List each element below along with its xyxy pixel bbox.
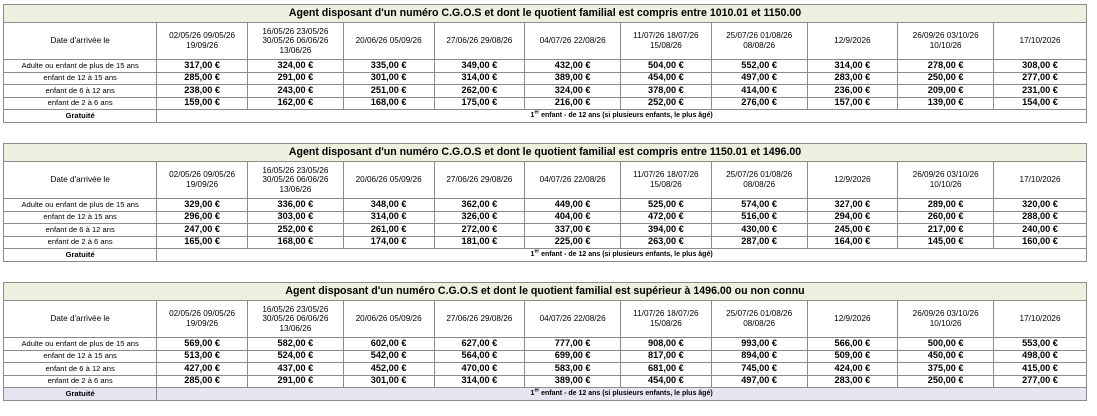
- price-cell: 168,00 €: [247, 236, 343, 249]
- date-header-row: [4, 162, 1087, 199]
- price-cell: 291,00 €: [247, 72, 343, 85]
- table-title: Agent disposant d'un numéro C.G.O.S et dont le quotient familial est supérieur à 1496.00 ou non connu: [4, 283, 1087, 301]
- price-cell: 437,00 €: [247, 363, 343, 376]
- table-title: Agent disposant d'un numéro C.G.O.S et dont le quotient familial est compris entre 1150.01 et 1496.00: [4, 144, 1087, 162]
- tariff-table-2: [3, 143, 1087, 262]
- price-cell: 263,00 €: [621, 236, 712, 249]
- price-cell: 326,00 €: [434, 211, 525, 224]
- price-cell: 317,00 €: [157, 60, 248, 73]
- gratuite-text: enfant - de 12 ans (si plusieurs enfants, le plus âgé): [539, 389, 713, 397]
- price-cell: 160,00 €: [994, 236, 1087, 249]
- price-cell: 252,00 €: [247, 224, 343, 237]
- price-cell: 289,00 €: [898, 199, 994, 212]
- price-cell: 174,00 €: [343, 236, 434, 249]
- price-cell: 247,00 €: [157, 224, 248, 237]
- gratuite-label: Gratuité: [4, 249, 157, 262]
- row-label: Adulte ou enfant de plus de 15 ans: [4, 338, 157, 351]
- price-cell: 908,00 €: [621, 338, 712, 351]
- price-cell: 993,00 €: [711, 338, 807, 351]
- date-header-row: [4, 23, 1087, 60]
- price-cell: 524,00 €: [247, 350, 343, 363]
- price-cell: 314,00 €: [343, 211, 434, 224]
- price-cell: 162,00 €: [247, 97, 343, 110]
- date-column-header: 20/06/26 05/09/26: [343, 23, 434, 60]
- price-cell: 525,00 €: [621, 199, 712, 212]
- table-row: [4, 97, 1087, 110]
- price-cell: 348,00 €: [343, 199, 434, 212]
- date-column-header: 17/10/2026: [994, 23, 1087, 60]
- row-label: enfant de 12 à 15 ans: [4, 211, 157, 224]
- price-cell: 699,00 €: [525, 350, 621, 363]
- table-row: [4, 224, 1087, 237]
- price-cell: 277,00 €: [994, 375, 1087, 388]
- price-cell: 225,00 €: [525, 236, 621, 249]
- price-cell: 283,00 €: [807, 72, 898, 85]
- price-cell: 168,00 €: [343, 97, 434, 110]
- price-cell: 283,00 €: [807, 375, 898, 388]
- date-column-header: 20/06/26 05/09/26: [343, 301, 434, 338]
- price-cell: 243,00 €: [247, 85, 343, 98]
- row-label: enfant de 12 à 15 ans: [4, 72, 157, 85]
- row-label: enfant de 2 à 6 ans: [4, 375, 157, 388]
- date-column-header: 20/06/26 05/09/26: [343, 162, 434, 199]
- price-cell: 245,00 €: [807, 224, 898, 237]
- gratuite-text: enfant - de 12 ans (si plusieurs enfants, le plus âgé): [539, 250, 713, 258]
- table-row: [4, 375, 1087, 388]
- price-cell: 285,00 €: [157, 375, 248, 388]
- gratuite-row: [4, 388, 1087, 401]
- row-label: Adulte ou enfant de plus de 15 ans: [4, 60, 157, 73]
- gratuite-note: [157, 249, 1087, 262]
- price-cell: 513,00 €: [157, 350, 248, 363]
- price-cell: 262,00 €: [434, 85, 525, 98]
- price-cell: 542,00 €: [343, 350, 434, 363]
- price-cell: 452,00 €: [343, 363, 434, 376]
- price-cell: 294,00 €: [807, 211, 898, 224]
- price-cell: 154,00 €: [994, 97, 1087, 110]
- date-header-label: Date d'arrivée le: [4, 23, 157, 60]
- row-label: enfant de 2 à 6 ans: [4, 97, 157, 110]
- table-row: [4, 211, 1087, 224]
- price-cell: 497,00 €: [711, 72, 807, 85]
- price-cell: 139,00 €: [898, 97, 994, 110]
- price-cell: 569,00 €: [157, 338, 248, 351]
- price-cell: 564,00 €: [434, 350, 525, 363]
- table-row: [4, 199, 1087, 212]
- price-cell: 817,00 €: [621, 350, 712, 363]
- date-column-header: 04/07/26 22/08/26: [525, 23, 621, 60]
- price-cell: 504,00 €: [621, 60, 712, 73]
- price-cell: 238,00 €: [157, 85, 248, 98]
- price-cell: 236,00 €: [807, 85, 898, 98]
- price-cell: 509,00 €: [807, 350, 898, 363]
- date-column-header: 04/07/26 22/08/26: [525, 162, 621, 199]
- date-column-header: 16/05/26 23/05/26 30/05/26 06/06/26 13/06/26: [247, 162, 343, 199]
- price-cell: 296,00 €: [157, 211, 248, 224]
- price-cell: 308,00 €: [994, 60, 1087, 73]
- tariff-table-3: [3, 282, 1087, 401]
- price-cell: 498,00 €: [994, 350, 1087, 363]
- price-cell: 454,00 €: [621, 72, 712, 85]
- price-cell: 250,00 €: [898, 72, 994, 85]
- table-title: Agent disposant d'un numéro C.G.O.S et dont le quotient familial est compris entre 1010.01 et 1150.00: [4, 5, 1087, 23]
- date-column-header: 11/07/26 18/07/26 15/08/26: [621, 23, 712, 60]
- price-cell: 287,00 €: [711, 236, 807, 249]
- gratuite-ordinal: 1: [530, 389, 535, 397]
- date-column-header: 25/07/26 01/08/26 08/08/26: [711, 162, 807, 199]
- price-cell: 414,00 €: [711, 85, 807, 98]
- price-cell: 324,00 €: [525, 85, 621, 98]
- price-cell: 745,00 €: [711, 363, 807, 376]
- price-cell: 277,00 €: [994, 72, 1087, 85]
- date-header-row: [4, 301, 1087, 338]
- table-row: [4, 60, 1087, 73]
- price-cell: 209,00 €: [898, 85, 994, 98]
- price-cell: 553,00 €: [994, 338, 1087, 351]
- row-label: enfant de 12 à 15 ans: [4, 350, 157, 363]
- price-cell: 415,00 €: [994, 363, 1087, 376]
- price-cell: 327,00 €: [807, 199, 898, 212]
- price-cell: 278,00 €: [898, 60, 994, 73]
- table-row: [4, 72, 1087, 85]
- price-cell: 303,00 €: [247, 211, 343, 224]
- gratuite-ordinal-suffix: er: [534, 109, 540, 116]
- gratuite-row: [4, 110, 1087, 123]
- price-cell: 216,00 €: [525, 97, 621, 110]
- date-column-header: 27/06/26 29/08/26: [434, 23, 525, 60]
- date-column-header: 16/05/26 23/05/26 30/05/26 06/06/26 13/06/26: [247, 301, 343, 338]
- gratuite-ordinal: 1: [530, 111, 535, 119]
- date-column-header: 26/09/26 03/10/26 10/10/26: [898, 162, 994, 199]
- price-cell: 231,00 €: [994, 85, 1087, 98]
- price-cell: 336,00 €: [247, 199, 343, 212]
- date-column-header: 17/10/2026: [994, 162, 1087, 199]
- price-cell: 260,00 €: [898, 211, 994, 224]
- price-cell: 145,00 €: [898, 236, 994, 249]
- price-cell: 389,00 €: [525, 375, 621, 388]
- table-row: [4, 85, 1087, 98]
- price-cell: 602,00 €: [343, 338, 434, 351]
- row-label: enfant de 6 à 12 ans: [4, 85, 157, 98]
- price-cell: 681,00 €: [621, 363, 712, 376]
- price-cell: 378,00 €: [621, 85, 712, 98]
- price-cell: 157,00 €: [807, 97, 898, 110]
- gratuite-note: [157, 388, 1087, 401]
- price-cell: 165,00 €: [157, 236, 248, 249]
- date-column-header: 12/9/2026: [807, 162, 898, 199]
- price-cell: 164,00 €: [807, 236, 898, 249]
- price-cell: 217,00 €: [898, 224, 994, 237]
- date-column-header: 02/05/26 09/05/26 19/09/26: [157, 301, 248, 338]
- row-label: Adulte ou enfant de plus de 15 ans: [4, 199, 157, 212]
- table-row: [4, 236, 1087, 249]
- date-column-header: 17/10/2026: [994, 301, 1087, 338]
- date-column-header: 12/9/2026: [807, 301, 898, 338]
- price-cell: 894,00 €: [711, 350, 807, 363]
- price-cell: 432,00 €: [525, 60, 621, 73]
- date-column-header: 04/07/26 22/08/26: [525, 301, 621, 338]
- price-cell: 337,00 €: [525, 224, 621, 237]
- gratuite-ordinal: 1: [530, 250, 535, 258]
- price-cell: 288,00 €: [994, 211, 1087, 224]
- date-column-header: 02/05/26 09/05/26 19/09/26: [157, 23, 248, 60]
- tariff-table-1: [3, 4, 1087, 123]
- price-cell: 314,00 €: [434, 72, 525, 85]
- date-column-header: 27/06/26 29/08/26: [434, 162, 525, 199]
- gratuite-note: [157, 110, 1087, 123]
- price-cell: 251,00 €: [343, 85, 434, 98]
- gratuite-ordinal-suffix: er: [534, 387, 540, 394]
- price-cell: 389,00 €: [525, 72, 621, 85]
- price-cell: 627,00 €: [434, 338, 525, 351]
- date-column-header: 27/06/26 29/08/26: [434, 301, 525, 338]
- price-cell: 375,00 €: [898, 363, 994, 376]
- price-cell: 335,00 €: [343, 60, 434, 73]
- price-cell: 404,00 €: [525, 211, 621, 224]
- price-cell: 252,00 €: [621, 97, 712, 110]
- price-cell: 329,00 €: [157, 199, 248, 212]
- table-row: [4, 350, 1087, 363]
- date-column-header: 02/05/26 09/05/26 19/09/26: [157, 162, 248, 199]
- price-cell: 261,00 €: [343, 224, 434, 237]
- price-cell: 583,00 €: [525, 363, 621, 376]
- date-column-header: 16/05/26 23/05/26 30/05/26 06/06/26 13/06/26: [247, 23, 343, 60]
- row-label: enfant de 6 à 12 ans: [4, 363, 157, 376]
- price-cell: 362,00 €: [434, 199, 525, 212]
- price-cell: 301,00 €: [343, 72, 434, 85]
- row-label: enfant de 2 à 6 ans: [4, 236, 157, 249]
- price-cell: 159,00 €: [157, 97, 248, 110]
- price-cell: 449,00 €: [525, 199, 621, 212]
- gratuite-ordinal-suffix: er: [534, 248, 540, 255]
- row-label: enfant de 6 à 12 ans: [4, 224, 157, 237]
- date-column-header: 26/09/26 03/10/26 10/10/26: [898, 301, 994, 338]
- price-cell: 450,00 €: [898, 350, 994, 363]
- date-column-header: 26/09/26 03/10/26 10/10/26: [898, 23, 994, 60]
- gratuite-text: enfant - de 12 ans (si plusieurs enfants, le plus âgé): [539, 111, 713, 119]
- price-cell: 566,00 €: [807, 338, 898, 351]
- price-cell: 454,00 €: [621, 375, 712, 388]
- gratuite-row: [4, 249, 1087, 262]
- date-column-header: 11/07/26 18/07/26 15/08/26: [621, 301, 712, 338]
- price-cell: 175,00 €: [434, 97, 525, 110]
- table-row: [4, 338, 1087, 351]
- price-cell: 470,00 €: [434, 363, 525, 376]
- date-header-label: Date d'arrivée le: [4, 162, 157, 199]
- price-cell: 291,00 €: [247, 375, 343, 388]
- table-row: [4, 363, 1087, 376]
- price-cell: 320,00 €: [994, 199, 1087, 212]
- price-cell: 314,00 €: [807, 60, 898, 73]
- gratuite-label: Gratuité: [4, 110, 157, 123]
- price-cell: 424,00 €: [807, 363, 898, 376]
- price-cell: 582,00 €: [247, 338, 343, 351]
- price-cell: 427,00 €: [157, 363, 248, 376]
- date-header-label: Date d'arrivée le: [4, 301, 157, 338]
- price-cell: 516,00 €: [711, 211, 807, 224]
- date-column-header: 25/07/26 01/08/26 08/08/26: [711, 301, 807, 338]
- price-cell: 301,00 €: [343, 375, 434, 388]
- price-cell: 276,00 €: [711, 97, 807, 110]
- price-cell: 240,00 €: [994, 224, 1087, 237]
- price-cell: 314,00 €: [434, 375, 525, 388]
- price-cell: 430,00 €: [711, 224, 807, 237]
- date-column-header: 11/07/26 18/07/26 15/08/26: [621, 162, 712, 199]
- price-cell: 497,00 €: [711, 375, 807, 388]
- price-cell: 272,00 €: [434, 224, 525, 237]
- price-cell: 349,00 €: [434, 60, 525, 73]
- price-cell: 181,00 €: [434, 236, 525, 249]
- price-cell: 574,00 €: [711, 199, 807, 212]
- price-cell: 285,00 €: [157, 72, 248, 85]
- price-cell: 552,00 €: [711, 60, 807, 73]
- price-cell: 394,00 €: [621, 224, 712, 237]
- price-cell: 777,00 €: [525, 338, 621, 351]
- date-column-header: 12/9/2026: [807, 23, 898, 60]
- gratuite-label: Gratuité: [4, 388, 157, 401]
- price-cell: 324,00 €: [247, 60, 343, 73]
- date-column-header: 25/07/26 01/08/26 08/08/26: [711, 23, 807, 60]
- price-cell: 472,00 €: [621, 211, 712, 224]
- price-cell: 250,00 €: [898, 375, 994, 388]
- price-cell: 500,00 €: [898, 338, 994, 351]
